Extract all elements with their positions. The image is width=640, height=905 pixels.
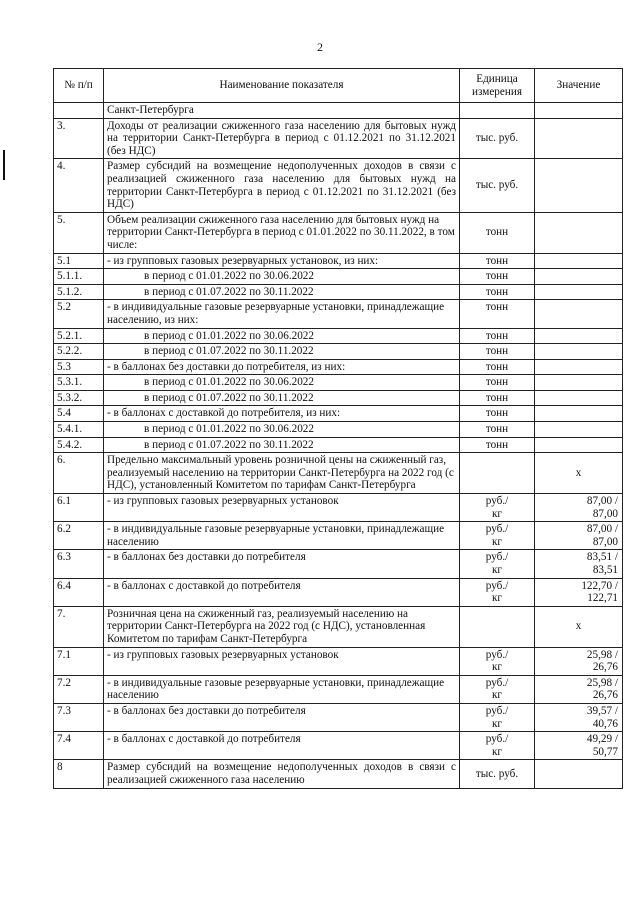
row-name: Объем реализации сжиженного газа населению для бытовых нужд на территории Санкт-Петербурга в период с 01.01.2022 по 30.11.2022, в том числе:: [104, 212, 460, 253]
row-value: х: [535, 606, 623, 647]
unit-line: кг: [491, 745, 503, 758]
value-line: 87,00 /: [586, 495, 618, 508]
value-line: 87,00: [592, 535, 618, 548]
row-name: - в индивидуальные газовые резервуарные установки, принадлежащие населению: [104, 522, 460, 550]
unit-line: кг: [491, 507, 503, 520]
header-name: Наименование показателя: [104, 69, 460, 103]
unit-line: руб./: [485, 733, 509, 746]
row-unit: тонн: [460, 344, 535, 360]
row-value: [535, 118, 623, 159]
row-unit: тонн: [460, 406, 535, 422]
table-row: [54, 606, 623, 647]
row-unit: [460, 453, 535, 494]
row-value: [535, 390, 623, 406]
row-unit: [460, 606, 535, 647]
unit-line: кг: [491, 717, 503, 730]
row-unit: [460, 732, 535, 760]
row-value: [535, 159, 623, 212]
table-row: [54, 118, 623, 159]
row-unit: [460, 494, 535, 522]
row-value: [535, 422, 623, 438]
row-name: Размер субсидий на возмещение недополученных доходов в связи с реализацией сжиженного газа населению: [104, 760, 460, 788]
row-unit: тонн: [460, 253, 535, 269]
value-line: 25,98 /: [586, 676, 618, 689]
value-line: 39,57 /: [586, 704, 618, 717]
row-name: Санкт-Петербурга: [104, 103, 460, 119]
row-unit: тонн: [460, 422, 535, 438]
value-line: 83,51: [592, 564, 618, 576]
header-value: Значение: [535, 69, 623, 103]
table-row: [54, 494, 623, 522]
row-unit: тонн: [460, 328, 535, 344]
row-value: [535, 760, 623, 788]
row-num: 5.4: [54, 406, 104, 422]
row-num: 5.1.2.: [54, 284, 104, 300]
row-num: 5.2.1.: [54, 328, 104, 344]
row-name: в период с 01.01.2022 по 30.06.2022: [104, 269, 460, 285]
row-unit: тонн: [460, 269, 535, 285]
row-num: 7.1: [54, 647, 104, 675]
row-unit: тонн: [460, 359, 535, 375]
row-unit: [460, 550, 535, 578]
row-name: в период с 01.01.2022 по 30.06.2022: [104, 422, 460, 438]
row-value: [535, 212, 623, 253]
margin-mark: [3, 150, 5, 180]
value-line: 26,76: [592, 689, 618, 702]
row-value: [535, 269, 623, 285]
row-unit: тонн: [460, 375, 535, 391]
row-num: 5.4.1.: [54, 422, 104, 438]
row-name: - в баллонах с доставкой до потребителя: [104, 578, 460, 606]
row-name: - в баллонах без доставки до потребителя: [104, 703, 460, 731]
table-row: [54, 284, 623, 300]
row-num: 7.: [54, 606, 104, 647]
row-unit: тонн: [460, 437, 535, 453]
row-unit: [460, 703, 535, 731]
row-name: в период с 01.07.2022 по 30.11.2022: [104, 344, 460, 360]
row-name: Доходы от реализации сжиженного газа населению для бытовых нужд на территории Санкт-Петербурга в период с 01.12.2021 по 31.12.2021 (без НДС): [104, 118, 460, 159]
row-unit: [460, 578, 535, 606]
row-name: в период с 01.07.2022 по 30.11.2022: [104, 284, 460, 300]
row-unit: тыс. руб.: [460, 159, 535, 212]
row-unit: [460, 103, 535, 119]
unit-line: руб./: [485, 648, 509, 661]
row-name: в период с 01.07.2022 по 30.11.2022: [104, 437, 460, 453]
unit-line: руб./: [485, 495, 509, 508]
table-row: [54, 344, 623, 360]
row-num: 8: [54, 760, 104, 788]
row-num: 5.1: [54, 253, 104, 269]
row-name: - в баллонах с доставкой до потребителя: [104, 732, 460, 760]
value-line: 49,29 /: [586, 733, 618, 746]
row-value: [535, 578, 623, 606]
row-name: - в индивидуальные газовые резервуарные установки, принадлежащие населению, из них:: [104, 300, 460, 328]
row-unit: [460, 647, 535, 675]
header-unit: Единица измерения: [460, 69, 535, 103]
table-row: [54, 732, 623, 760]
row-num: 7.4: [54, 732, 104, 760]
table-header-row: [54, 69, 623, 103]
row-name: в период с 01.01.2022 по 30.06.2022: [104, 328, 460, 344]
row-unit: [460, 675, 535, 703]
value-line: 83,51 /: [586, 551, 618, 564]
unit-line: кг: [491, 592, 503, 605]
value-line: 87,00: [592, 507, 618, 520]
row-num: 5.2: [54, 300, 104, 328]
row-value: [535, 522, 623, 550]
row-value: х: [535, 453, 623, 494]
row-num: 6.1: [54, 494, 104, 522]
table-row: [54, 437, 623, 453]
table-row: [54, 390, 623, 406]
row-unit: тонн: [460, 212, 535, 253]
row-name: - из групповых газовых резервуарных установок, из них:: [104, 253, 460, 269]
row-unit: тонн: [460, 284, 535, 300]
row-name: - из групповых газовых резервуарных установок: [104, 647, 460, 675]
row-unit: тонн: [460, 300, 535, 328]
value-line: 50,77: [592, 745, 618, 758]
row-unit: тыс. руб.: [460, 760, 535, 788]
row-value: [535, 359, 623, 375]
row-num: 6.4: [54, 578, 104, 606]
unit-line: руб./: [485, 579, 509, 592]
table-row: [54, 375, 623, 391]
value-line: 40,76: [592, 717, 618, 730]
row-name: в период с 01.01.2022 по 30.06.2022: [104, 375, 460, 391]
page-number: 2: [317, 40, 323, 54]
row-name: - в баллонах без доставки до потребителя: [104, 550, 460, 578]
row-num: 7.2: [54, 675, 104, 703]
table-row: [54, 422, 623, 438]
indicators-table: [53, 68, 623, 789]
unit-line: руб./: [485, 551, 509, 564]
row-name: Размер субсидий на возмещение недополученных доходов в связи с реализацией сжиженного газа населению для бытовых нужд на территории Санкт-Петербурга в период с 01.12.2021 по 31.12.2021 (без НДС): [104, 159, 460, 212]
row-name: - в индивидуальные газовые резервуарные установки, принадлежащие населению: [104, 675, 460, 703]
table-row: [54, 212, 623, 253]
row-value: [535, 494, 623, 522]
row-num: 5.: [54, 212, 104, 253]
table-row: [54, 703, 623, 731]
row-name: - из групповых газовых резервуарных установок: [104, 494, 460, 522]
unit-line: кг: [491, 535, 503, 548]
table-row: [54, 675, 623, 703]
table-row: [54, 760, 623, 788]
row-unit: [460, 522, 535, 550]
row-value: [535, 437, 623, 453]
table-row: [54, 269, 623, 285]
table-row: [54, 328, 623, 344]
row-name: Розничная цена на сжиженный газ, реализуемый населению на территории Санкт-Петербурга на 2022 год (с НДС), установленная Комитетом по тарифам Санкт-Петербурга: [104, 606, 460, 647]
row-unit: тонн: [460, 390, 535, 406]
table-row: [54, 406, 623, 422]
row-value: [535, 344, 623, 360]
row-value: [535, 647, 623, 675]
row-num: 4.: [54, 159, 104, 212]
row-unit: тыс. руб.: [460, 118, 535, 159]
row-value: [535, 406, 623, 422]
row-value: [535, 284, 623, 300]
value-line: 122,70 /: [581, 579, 618, 592]
row-num: 6.: [54, 453, 104, 494]
row-name: в период с 01.07.2022 по 30.11.2022: [104, 390, 460, 406]
header-num: № п/п: [54, 69, 104, 103]
row-name: Предельно максимальный уровень розничной цены на сжиженный газ, реализуемый населению на территории Санкт-Петербурга на 2022 год (с НДС), установленный Комитетом по тарифам Санкт-Петербурга: [104, 453, 460, 494]
row-num: 6.2: [54, 522, 104, 550]
row-value: [535, 703, 623, 731]
unit-line: руб./: [485, 676, 509, 689]
table-row: [54, 103, 623, 119]
row-name: - в баллонах без доставки до потребителя, из них:: [104, 359, 460, 375]
row-value: [535, 732, 623, 760]
row-value: [535, 675, 623, 703]
row-num: 5.1.1.: [54, 269, 104, 285]
row-num: 5.4.2.: [54, 437, 104, 453]
row-num: [54, 103, 104, 119]
row-num: 3.: [54, 118, 104, 159]
table-row: [54, 300, 623, 328]
unit-line: кг: [491, 661, 503, 674]
unit-line: кг: [491, 689, 503, 702]
row-value: [535, 103, 623, 119]
table-row: [54, 159, 623, 212]
row-num: 5.3.2.: [54, 390, 104, 406]
table-row: [54, 647, 623, 675]
table-row: [54, 522, 623, 550]
row-value: [535, 328, 623, 344]
value-line: 87,00 /: [586, 523, 618, 536]
row-value: [535, 550, 623, 578]
value-line: 26,76: [592, 661, 618, 674]
row-num: 5.2.2.: [54, 344, 104, 360]
unit-line: руб./: [485, 523, 509, 536]
row-num: 7.3: [54, 703, 104, 731]
row-name: - в баллонах с доставкой до потребителя, из них:: [104, 406, 460, 422]
table-row: [54, 550, 623, 578]
unit-line: руб./: [485, 704, 509, 717]
row-value: [535, 300, 623, 328]
table-row: [54, 453, 623, 494]
value-line: 122,71: [587, 592, 618, 605]
table-row: [54, 578, 623, 606]
row-num: 5.3.1.: [54, 375, 104, 391]
table-row: [54, 253, 623, 269]
row-num: 5.3: [54, 359, 104, 375]
unit-line: кг: [491, 564, 503, 576]
row-value: [535, 253, 623, 269]
table-row: [54, 359, 623, 375]
row-num: 6.3: [54, 550, 104, 578]
row-value: [535, 375, 623, 391]
value-line: 25,98 /: [586, 648, 618, 661]
